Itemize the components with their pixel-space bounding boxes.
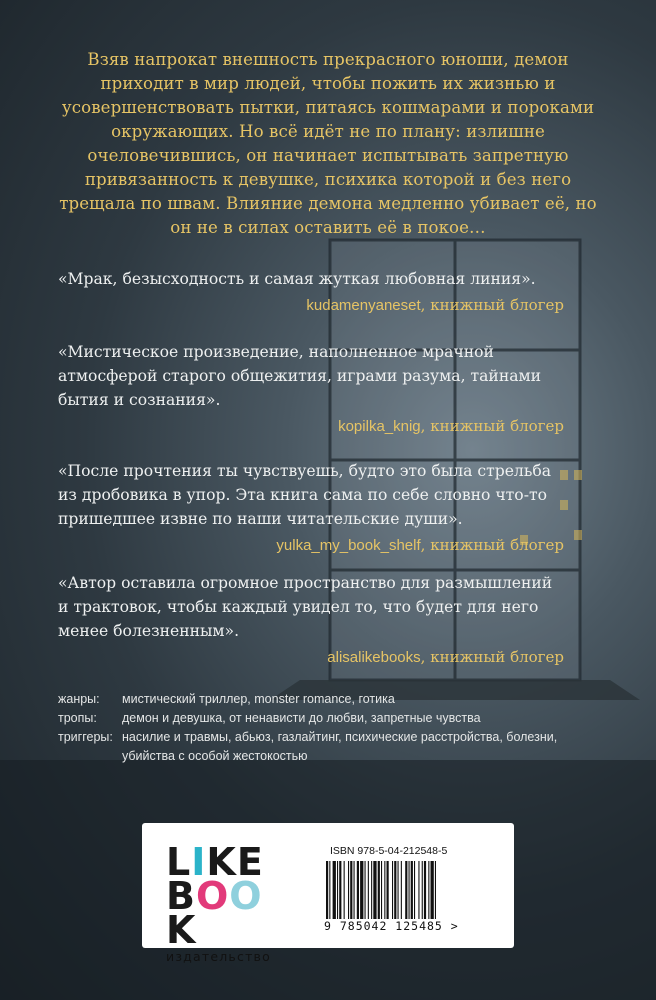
logo-letter: O: [195, 874, 230, 918]
author-handle: yulka_my_book_shelf: [276, 537, 421, 554]
author-role: , книжный блогер: [420, 648, 564, 666]
author-handle: alisalikebooks: [327, 649, 421, 666]
logo-letter: I: [191, 840, 207, 884]
author-handle: kudamenyaneset: [306, 297, 421, 314]
barcode-digits: 9 785042 125485 >: [324, 919, 459, 933]
blogger-quote-4: [58, 571, 564, 670]
book-tags: [58, 690, 578, 766]
quote-author: [58, 533, 564, 558]
quote-text: «Автор оставила огромное пространство для размышлений и трактовок, чтобы каждый увидел то, что будет для него менее болезненным».: [58, 574, 553, 640]
triggers-row: [58, 728, 578, 766]
logo-letter: O: [229, 874, 263, 918]
book-synopsis: [58, 48, 598, 240]
quote-author: [58, 414, 564, 439]
logo-line-2: [166, 874, 292, 952]
logo-letter: E: [236, 840, 264, 884]
genres-row: [58, 690, 578, 709]
logo-subtitle: издательство: [166, 949, 271, 964]
isbn-label: ISBN 978-5-04-212548-5: [330, 845, 448, 857]
genres-value: мистический триллер, monster romance, готика: [122, 692, 395, 706]
author-role: , книжный блогер: [420, 536, 564, 554]
quote-text: «После прочтения ты чувствуешь, будто это была стрельба из дробовика в упор. Эта книга сама по себе словно что-то пришедшее извне по наши читательские души».: [58, 462, 552, 528]
synopsis-text: Взяв напрокат внешность прекрасного юноши, демон приходит в мир людей, чтобы пожить их жизнью и усовершенствовать пытки, питаясь кошмарами и пороками окружающих. Но всё идёт не по плану: излишне очеловечившись, он начинает испытывать запретную привязанность к девушке, психика которой и без него трещала по швам. Влияние демона медленно убивает её, но он не в силах оставить её в покое…: [59, 50, 597, 237]
quote-author: [58, 293, 564, 318]
tropes-value: демон и девушка, от ненависти до любви, запретные чувства: [122, 711, 481, 725]
logo-letter: L: [166, 840, 192, 884]
quote-text: «Мистическое произведение, наполненное мрачной атмосферой старого общежития, играми разума, тайнами бытия и сознания».: [58, 343, 542, 409]
author-role: , книжный блогер: [420, 417, 564, 435]
blogger-quote-2: [58, 340, 564, 439]
blogger-quote-3: [58, 459, 564, 558]
tropes-label: тропы:: [58, 711, 97, 725]
likebook-logo: [166, 840, 292, 964]
author-role: , книжный блогер: [420, 296, 564, 314]
logo-letter: K: [166, 908, 197, 952]
quote-author: [58, 645, 564, 670]
triggers-label: триггеры:: [58, 730, 113, 744]
genres-label: жанры:: [58, 692, 100, 706]
blogger-quote-1: [58, 267, 564, 318]
publisher-panel: [142, 823, 514, 964]
logo-letter: B: [166, 874, 196, 918]
quote-text: «Мрак, безысходность и самая жуткая любовная линия».: [58, 270, 536, 288]
author-handle: kopilka_knig: [338, 418, 421, 435]
tropes-row: [58, 709, 578, 728]
logo-letter: K: [206, 840, 237, 884]
triggers-value: насилие и травмы, абьюз, газлайтинг, психические расстройства, болезни, убийства с особой жестокостью: [122, 730, 558, 763]
barcode-icon: [324, 861, 498, 919]
